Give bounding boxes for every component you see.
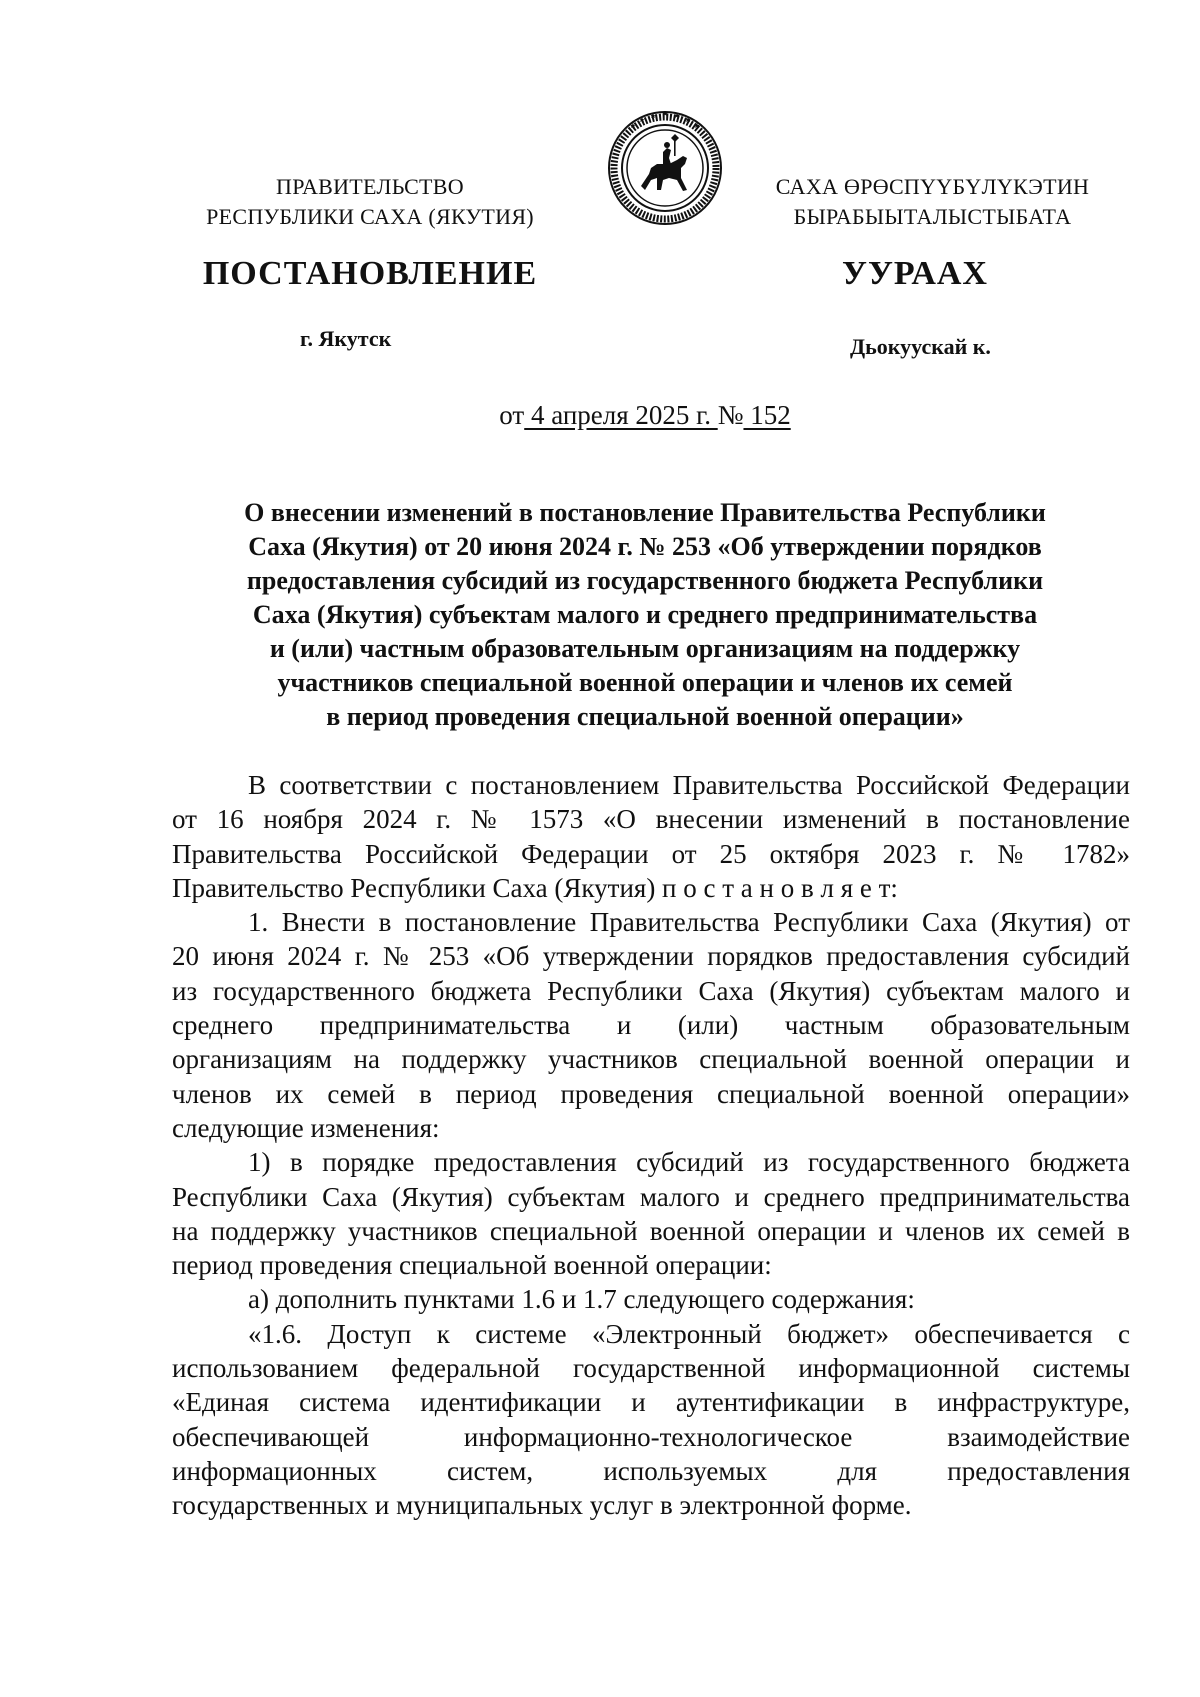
body-line: организациям на поддержку участников специальной военной операции и xyxy=(172,1044,1130,1075)
number-prefix: № xyxy=(717,400,744,430)
header-left-line-1: ПРАВИТЕЛЬСТВО xyxy=(276,174,464,199)
date-prefix: от xyxy=(499,400,525,430)
document-title xyxy=(160,496,1130,734)
body-line: на поддержку участников специальной военной операции и членов их семей в xyxy=(172,1215,1130,1246)
body-line: период проведения специальной военной операции: xyxy=(172,1250,772,1281)
city-sah: Дьокуускай к. xyxy=(850,334,991,359)
body-line: использованием федеральной государственной информационной системы xyxy=(172,1353,1130,1384)
body-line: членов их семей в период проведения специальной военной операции» xyxy=(172,1078,1130,1109)
body-line: информационных систем, используемых для предоставления xyxy=(172,1455,1130,1486)
body-line: 1) в порядке предоставления субсидий из государственного бюджета xyxy=(248,1147,1130,1178)
header-right-line-2: БЫРАБЫЫТАЛЫСТЫБАТА xyxy=(793,204,1072,229)
header-right xyxy=(735,172,1130,232)
header-right-line-1: САХА ӨРӨСПҮҮБҮЛҮКЭТИН xyxy=(775,174,1090,199)
body-line: Республики Саха (Якутия) субъектам малого и среднего предпринимательства xyxy=(172,1181,1130,1212)
body-line: 20 июня 2024 г. № 253 «Об утверждении порядков предоставления субсидий xyxy=(172,941,1130,972)
body-line: среднего предпринимательства и (или) частным образовательным xyxy=(172,1010,1130,1041)
body-line: Правительства Российской Федерации от 25 октября 2023 г. № 1782» xyxy=(172,838,1130,869)
body-line: В соответствии с постановлением Правительства Российской Федерации xyxy=(248,770,1130,800)
decree-date-number xyxy=(160,400,1130,431)
header-left xyxy=(160,172,580,232)
body-line: «Единая система идентификации и аутентификации в инфраструктуре, xyxy=(172,1387,1130,1418)
body-line: из государственного бюджета Республики Саха (Якутия) субъектам малого и xyxy=(172,975,1130,1006)
body-line: Правительство Республики Саха (Якутия) п о с т а н о в л я е т: xyxy=(172,872,898,903)
document-type-title-ru: ПОСТАНОВЛЕНИЕ xyxy=(202,255,538,292)
city-ru: г. Якутск xyxy=(300,326,392,351)
body-line: 1. Внести в постановление Правительства Республики Саха (Якутия) от xyxy=(248,907,1130,938)
body-line: а) дополнить пунктами 1.6 и 1.7 следующего содержания: xyxy=(248,1284,915,1315)
body-line: «1.6. Доступ к системе «Электронный бюджет» обеспечивается с xyxy=(248,1318,1130,1349)
body-line: следующие изменения: xyxy=(172,1112,440,1143)
document-title-line: Саха (Якутия) субъектам малого и среднего предпринимательства xyxy=(252,600,1038,629)
document-title-line: Саха (Якутия) от 20 июня 2024 г. № 253 «Об утверждении порядков xyxy=(248,532,1042,561)
header-left-line-2: РЕСПУБЛИКИ САХА (ЯКУТИЯ) xyxy=(206,204,534,229)
document-type-title-sah: УУРААХ xyxy=(842,255,988,292)
document-body xyxy=(172,768,1130,1523)
decree-number: 152 xyxy=(743,400,791,430)
body-line: государственных и муниципальных услуг в электронной форме. xyxy=(172,1490,912,1521)
document-title-line: предоставления субсидий из государственного бюджета Республики xyxy=(246,566,1044,595)
document-title-line: участников специальной военной операции и членов их семей xyxy=(277,668,1013,697)
document-title-line: и (или) частным образовательным организациям на поддержку xyxy=(269,634,1021,663)
body-line: обеспечивающей информационно-технологическое взаимодействие xyxy=(172,1421,1130,1452)
sakha-republic-emblem-icon xyxy=(605,108,725,228)
document-title-line: в период проведения специальной военной операции» xyxy=(326,702,964,731)
decree-date: 4 апреля 2025 г. xyxy=(524,400,718,430)
document-title-line: О внесении изменений в постановление Правительства Республики xyxy=(244,498,1046,527)
body-line: от 16 ноября 2024 г. № 1573 «О внесении изменений в постановление xyxy=(172,804,1130,835)
